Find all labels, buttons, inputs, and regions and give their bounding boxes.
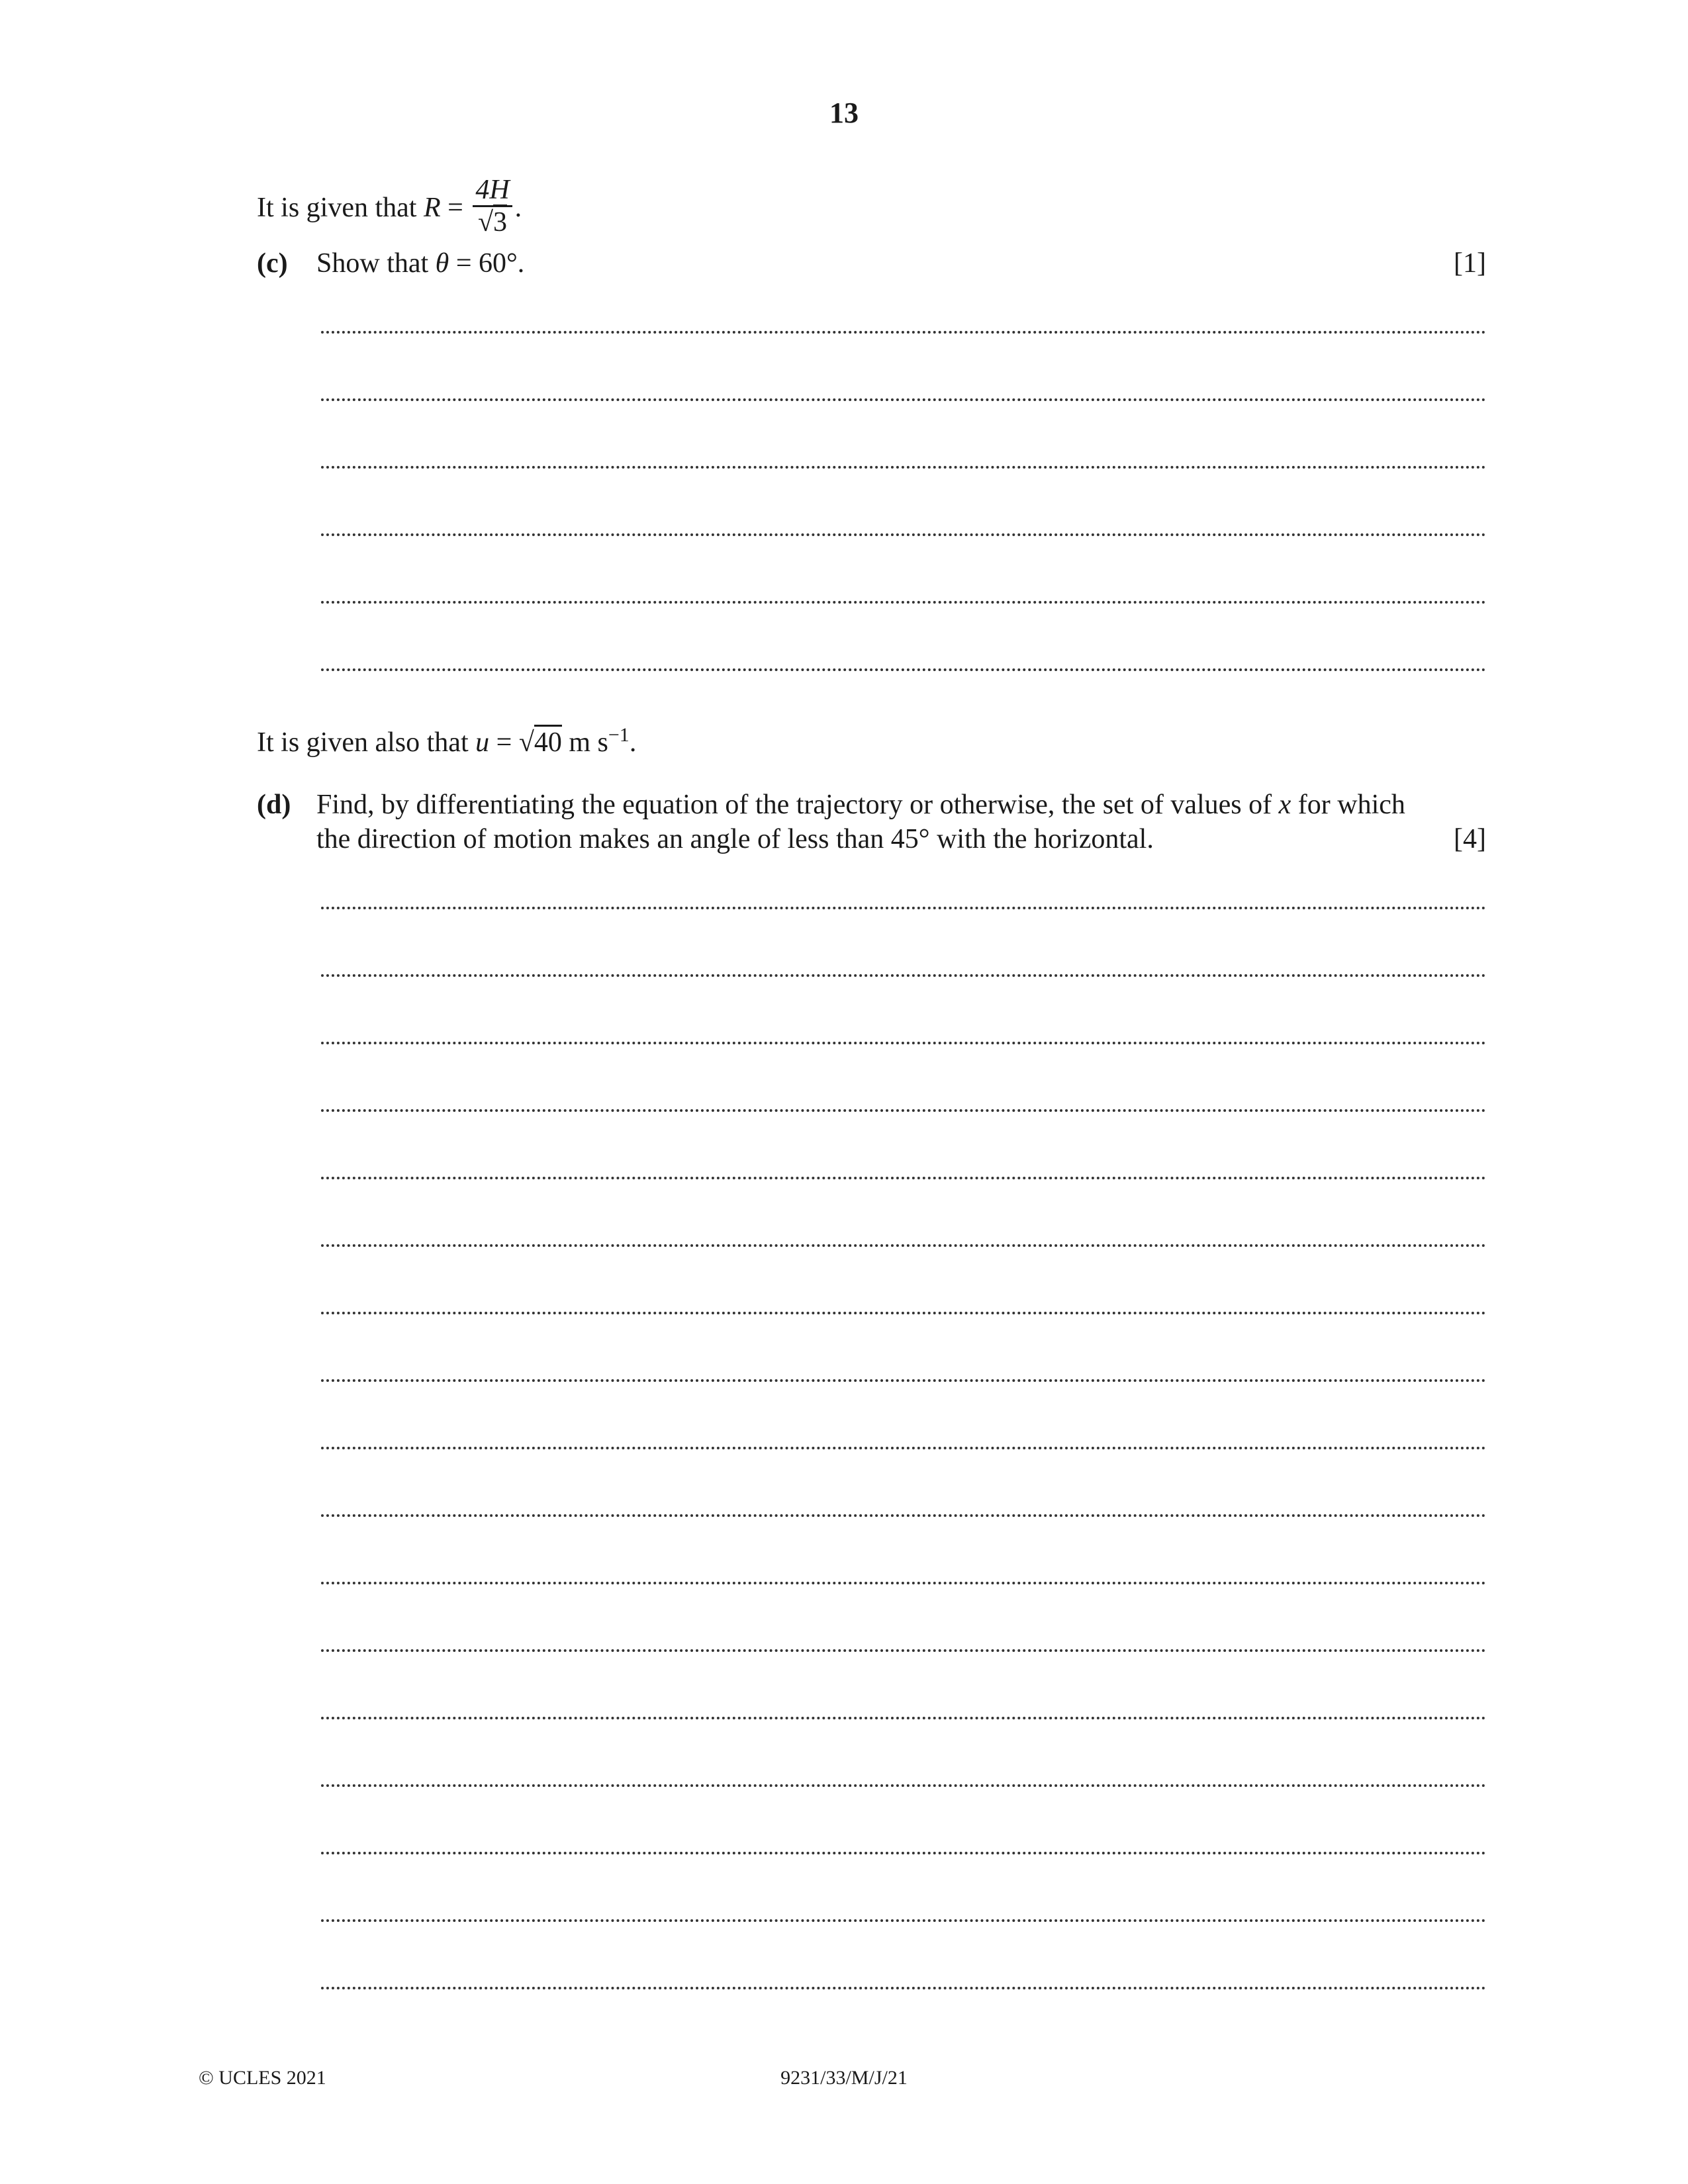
answer-line[interactable] <box>321 1852 1486 1854</box>
given-r-statement <box>257 175 522 242</box>
part-c-var: θ <box>435 248 449 279</box>
answer-line[interactable] <box>321 331 1486 334</box>
answer-line[interactable] <box>321 1109 1486 1112</box>
answer-line[interactable] <box>321 1987 1486 1989</box>
part-c-text-prefix: Show that <box>316 248 429 279</box>
part-d-line1-suffix: for which <box>1297 790 1405 820</box>
part-d-label: (d) <box>257 790 291 820</box>
part-d-question-line2: the direction of motion makes an angle of less than 45° with the horizontal. <box>316 824 1154 854</box>
answer-line[interactable] <box>321 1514 1486 1517</box>
given-r-denominator <box>473 207 512 238</box>
page-number: 13 <box>829 97 859 129</box>
part-c-label: (c) <box>257 248 288 279</box>
given-u-prefix: It is given also that <box>257 727 469 758</box>
part-c-question <box>316 246 524 281</box>
given-u-exponent: −1 <box>608 724 630 746</box>
answer-line[interactable] <box>321 601 1486 604</box>
answer-line[interactable] <box>321 1244 1486 1247</box>
part-d-marks: [4] <box>1454 824 1486 854</box>
answer-line[interactable] <box>321 398 1486 401</box>
given-u-radicand: 40 <box>534 725 562 758</box>
part-c-marks: [1] <box>1454 248 1486 279</box>
answer-line[interactable] <box>321 1582 1486 1584</box>
given-r-fraction <box>473 175 512 238</box>
given-u-units: m s <box>569 727 608 758</box>
part-c-text-rest: = 60°. <box>455 248 525 279</box>
footer-code: 9231/33/M/J/21 <box>780 2067 908 2089</box>
given-r-numerator: 4H <box>473 175 512 207</box>
footer-copyright: © UCLES 2021 <box>199 2067 326 2089</box>
given-r-var: R <box>423 193 441 224</box>
given-u-end: . <box>629 727 637 758</box>
answer-line[interactable] <box>321 1042 1486 1044</box>
part-d-var: x <box>1278 790 1291 820</box>
given-u-equals: = <box>496 727 512 758</box>
given-r-end: . <box>514 193 522 224</box>
answer-line[interactable] <box>321 1717 1486 1719</box>
sqrt-symbol: √ <box>477 207 494 238</box>
answer-line[interactable] <box>321 907 1486 909</box>
part-d-question-line1 <box>316 788 1405 822</box>
part-d-line1-prefix: Find, by differentiating the equation of the trajectory or otherwise, the set of values of <box>316 790 1272 820</box>
answer-line[interactable] <box>321 1919 1486 1922</box>
given-r-equals: = <box>447 193 463 224</box>
given-r-prefix: It is given that <box>257 193 417 224</box>
answer-line[interactable] <box>321 668 1486 671</box>
given-r-radicand: 3 <box>493 205 507 238</box>
answer-line[interactable] <box>321 974 1486 977</box>
sqrt-symbol: √ <box>518 727 534 758</box>
answer-line[interactable] <box>321 533 1486 536</box>
given-u-statement <box>257 718 636 760</box>
answer-line[interactable] <box>321 1312 1486 1314</box>
given-u-var: u <box>475 727 490 758</box>
answer-line[interactable] <box>321 1379 1486 1382</box>
answer-line[interactable] <box>321 1447 1486 1449</box>
answer-line[interactable] <box>321 1784 1486 1787</box>
answer-line[interactable] <box>321 1177 1486 1179</box>
answer-line[interactable] <box>321 466 1486 469</box>
answer-line[interactable] <box>321 1649 1486 1652</box>
